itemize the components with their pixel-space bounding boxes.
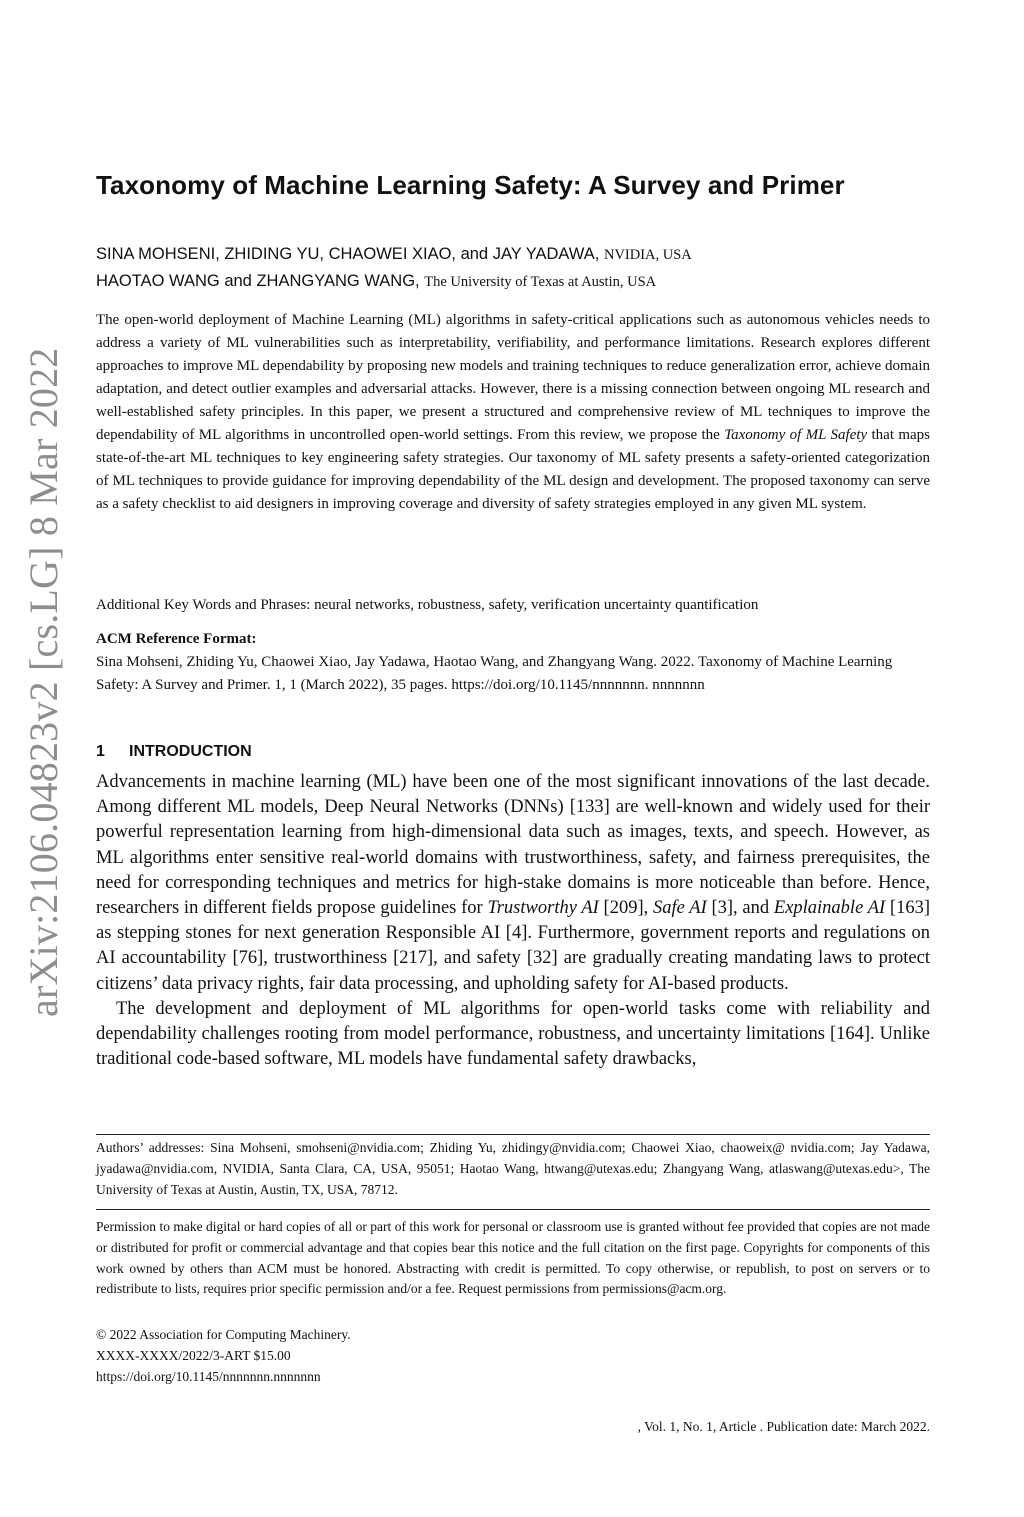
author-addresses: Authors’ addresses: Sina Mohseni, smohseni@nvidia.com; Zhiding Yu, zhidingy@nvidia.com; Chaowei Xiao, chaoweix@ nvidia.com; Jay Yadawa, jyadawa@nvidia.com, NVIDIA, Santa Clara, CA, USA, 95051; Haotao Wang, htwang@utexas.edu; Zhangyang Wang, atlaswang@utexas.edu>, The University of Texas at Austin, Austin, TX, USA, 78712. (96, 1140, 930, 1197)
intro-paragraph-1 (96, 770, 930, 997)
author-names-1: SINA MOHSENI, ZHIDING YU, CHAOWEI XIAO, and JAY YADAWA, (96, 245, 600, 263)
introduction-body (96, 770, 930, 1072)
intro-p1-emphasis-3: Explainable AI (773, 898, 886, 919)
author-affiliation-2: The University of Texas at Austin, USA (424, 274, 657, 290)
author-affiliation-1: NVIDIA, USA (603, 247, 692, 263)
intro-p1-emphasis-1: Trustworthy AI (487, 898, 599, 919)
intro-p1-text-b: [209], (598, 898, 653, 919)
issn-line: XXXX-XXXX/2022/3-ART $15.00 (96, 1347, 291, 1363)
section-heading-introduction (96, 740, 252, 764)
arxiv-stamp: arXiv:2106.04823v2 [cs.LG] 8 Mar 2022 (21, 347, 66, 1017)
abstract-text-1: The open-world deployment of Machine Learning (ML) algorithms in safety-critical applications such as autonomous vehicles needs to address a variety of ML vulnerabilities such as interpretability, verifiability, and performance limitations. Research explores different approaches to improve ML dependability by proposing new models and training techniques to reduce generalization error, achieve domain adaptation, and detect outlier examples and adversarial attacks. However, there is a missing connection between ongoing ML research and well-established safety principles. In this paper, we present a structured and comprehensive review of ML techniques to improve the dependability of ML algorithms in uncontrolled open-world settings. From this review, we propose the (96, 312, 930, 443)
intro-p1-text-d: [163] as stepping stones for next generation Responsible AI [4]. Furthermore, government reports and regulations on AI accountability [76], trustworthiness [217], and safety [32] are gradually creating mandating laws to protect citizens’ data privacy rights, fair data processing, and upholding safety for AI-based products. (96, 898, 930, 994)
intro-p1-emphasis-2: Safe AI (653, 898, 707, 919)
copyright-block (96, 1325, 351, 1387)
paper-title: Taxonomy of Machine Learning Safety: A Survey and Primer (96, 170, 845, 200)
author-line-2 (96, 268, 930, 295)
page-footer: , Vol. 1, No. 1, Article . Publication date: March 2022. (637, 1419, 930, 1434)
intro-p1-text-a: Advancements in machine learning (ML) have been one of the most significant innovations of the last decade. Among different ML models, Deep Neural Networks (DNNs) [133] are well-known and widely used for their powerful representation learning from high-dimensional data such as images, texts, and speech. However, as ML algorithms enter sensitive real-world domains with trustworthiness, safety, and fairness prerequisites, the need for corresponding techniques and metrics for high-stake domains is more noticeable than before. Hence, researchers in different fields propose guidelines for (96, 772, 930, 919)
copyright-line: © 2022 Association for Computing Machinery. (96, 1327, 351, 1342)
acm-reference-heading: ACM Reference Format: (96, 631, 257, 647)
permission-notice: Permission to make digital or hard copies of all or part of this work for personal or classroom use is granted without fee provided that copies are not made or distributed for profit or commercial advantage and that copies bear this notice and the full citation on the first page. Copyrights for components of this work owned by others than ACM must be honored. Abstracting with credit is permitted. To copy otherwise, or republish, to post on servers or to redistribute to lists, requires prior specific permission and/or a fee. Request permissions from permissions@acm.org. (96, 1219, 930, 1297)
section-number: 1 (96, 743, 105, 760)
author-line-1 (96, 241, 930, 268)
abstract-emphasis: Taxonomy of ML Safety (724, 427, 868, 443)
abstract (96, 309, 930, 516)
author-block (96, 241, 930, 295)
abstract-text-2: that maps state-of-the-art ML techniques to key engineering safety strategies. Our taxonomy of ML safety presents a safety-oriented categorization of ML techniques to provide guidance for improving dependability of the ML design and development. The proposed taxonomy can serve as a safety checklist to aid designers in improving coverage and diversity of safety strategies employed in any given ML system. (96, 427, 931, 512)
intro-p1-text-c: [3], and (706, 898, 774, 919)
doi-line: https://doi.org/10.1145/nnnnnnn.nnnnnnn (96, 1368, 321, 1384)
author-names-2: HAOTAO WANG and ZHANGYANG WANG, (96, 272, 420, 290)
keywords: Additional Key Words and Phrases: neural networks, robustness, safety, verification uncertainty quantification (96, 597, 759, 613)
section-title: INTRODUCTION (129, 743, 252, 760)
acm-reference-text: Sina Mohseni, Zhiding Yu, Chaowei Xiao, Jay Yadawa, Haotao Wang, and Zhangyang Wang. 2022. Taxonomy of Machine Learning Safety: A Survey and Primer. 1, 1 (March 2022), 35 pages. https://doi.org/10.1145/nnnnnnn. nnnnnnn (96, 654, 893, 693)
intro-paragraph-2: The development and deployment of ML algorithms for open-world tasks come with reliability and dependability challenges rooting from model performance, robustness, and uncertainty limitations [164]. Unlike traditional code-based software, ML models have fundamental safety drawbacks, (96, 998, 930, 1070)
footnote-divider (96, 1134, 930, 1135)
permission-divider (96, 1209, 930, 1210)
